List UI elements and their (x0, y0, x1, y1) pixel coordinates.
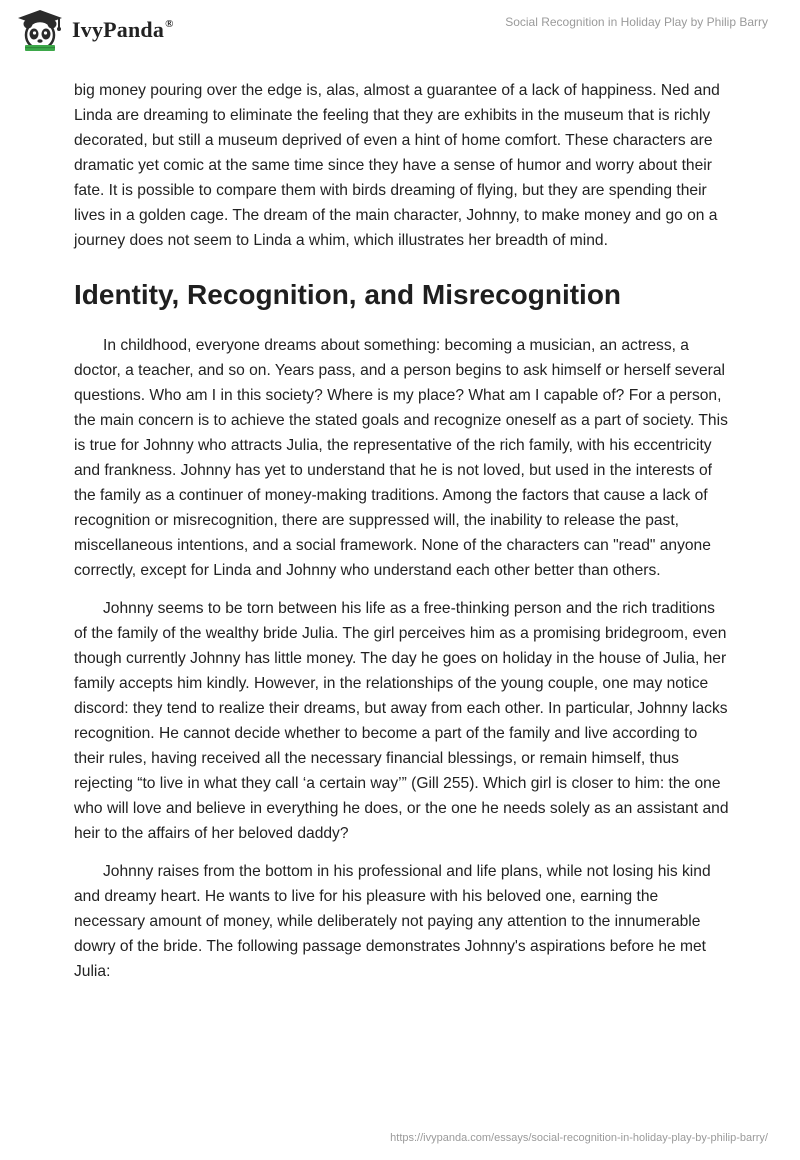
logo-wordmark: IvyPanda® (72, 17, 174, 42)
page-header (0, 0, 800, 60)
intro-paragraph: big money pouring over the edge is, alas, almost a guarantee of a lack of happiness. Ned and Linda are dreaming to eliminate the feeling that they are exhibits in the museum that is richly decorated, but still a museum deprived of even a hint of home comfort. These characters are dramatic yet comic at the same time since they have a sense of humor and worry about their fate. It is possible to compare them with birds dreaming of flying, but they are spending their lives in a golden cage. The dream of the main character, Johnny, to make money and go on a journey does not seem to Linda a whim, which illustrates her breadth of mind. (74, 82, 720, 249)
site-logo[interactable] (14, 8, 174, 52)
essay-body (74, 78, 730, 984)
body-paragraph: Johnny seems to be torn between his life as a free-thinking person and the rich traditions of the family of the wealthy bride Julia. The girl perceives him as a promising bridegroom, even though currently Johnny has little money. The day he goes on holiday in the house of Julia, her family accepts him kindly. However, in the relationships of the young couple, one may notice discord: they tend to realize their dreams, but away from each other. In particular, Johnny lacks recognition. He cannot decide whether to become a part of the family and live according to their rules, having received all the necessary financial blessings, or remain himself, thus rejecting “to live in what they call ‘a certain way’” (Gill 255). Which girl is closer to him: the one who will love and believe in everything he does, or the one he needs solely as an assistant and heir to the affairs of her beloved daddy? (74, 600, 729, 842)
section-heading: Identity, Recognition, and Misrecognition (74, 279, 622, 310)
source-url[interactable]: https://ivypanda.com/essays/social-recognition-in-holiday-play-by-philip-barry/ (390, 1132, 768, 1144)
document-title: Social Recognition in Holiday Play by Philip Barry (505, 15, 768, 29)
registered-mark: ® (165, 18, 174, 30)
body-paragraph: In childhood, everyone dreams about something: becoming a musician, an actress, a doctor, a teacher, and so on. Years pass, and a person begins to ask himself or herself several questions. Who am I in this society? Where is my place? What am I capable of? For a person, the main concern is to achieve the stated goals and recognize oneself as a part of society. This is true for Johnny who attracts Julia, the representative of the rich family, with his eccentricity and frankness. Johnny has yet to understand that he is not loved, but used in the interests of the family as a continuer of money-making traditions. Among the factors that cause a lack of recognition or misrecognition, there are suppressed will, the inability to release the past, miscellaneous intentions, and a social framework. None of the characters can "read" anyone correctly, except for Linda and Johnny who understand each other better than others. (74, 337, 728, 579)
body-paragraph: Johnny raises from the bottom in his professional and life plans, while not losing his kind and dreamy heart. He wants to live for his pleasure with his beloved one, earning the necessary amount of money, while deliberately not paying any attention to the innumerable dowry of the bride. The following passage demonstrates Johnny's aspirations before he met Julia: (74, 863, 711, 980)
panda-graduation-cap-icon (14, 8, 66, 52)
